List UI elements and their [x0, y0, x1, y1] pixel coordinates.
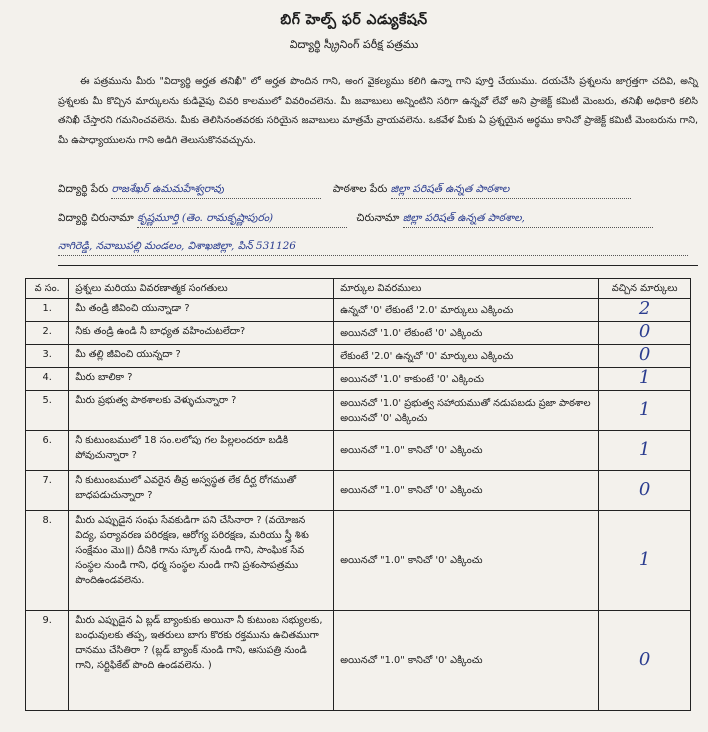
row-number: 8. — [26, 511, 69, 611]
row-number: 1. — [26, 299, 69, 322]
row-condition: అయినచో '1.0' కాకుంటే '0' ఎక్కించు — [334, 368, 599, 391]
divider-line — [58, 265, 698, 266]
row-number: 9. — [26, 611, 69, 711]
row-condition: లేకుంటే '2.0' ఉన్నచో '0' మార్కులు ఎక్కించు — [334, 345, 599, 368]
table-row — [26, 611, 691, 711]
header-marks-obtained: వచ్చిన మార్కులు — [599, 279, 691, 299]
row-condition: ఉన్నచో '0' లేకుంటే '2.0' మార్కులు ఎక్కించు — [334, 299, 599, 322]
row-number: 2. — [26, 322, 69, 345]
row-mark[interactable]: 1 — [638, 398, 651, 420]
row-mark[interactable]: 0 — [638, 321, 651, 342]
row-question: మీరు ఎప్పుడైన సంఘ సేవకుడిగా పని చేసినారా ? (వయోజన విద్య, పర్యావరణ పరిరక్షణ, ఆరోగ్య పరిరక్షణ, మరియు స్త్రీ శిశు సంక్షేమం మొ॥) దీనికి గాను స్కూల్ నుండి గాని, సాంఘిక సేవ సంస్థల నుండి గాని, ధర్మ సంస్థల నుండి గాని ప్రశంసాపత్రము పొందిఉండవలెను. — [69, 511, 334, 611]
table-row — [26, 368, 691, 391]
row-condition: అయినచో "1.0" కానిచో '0' ఎక్కించు — [334, 471, 599, 511]
student-name-value[interactable]: రాజశేఖర్ ఉమమహేశ్వరావు — [111, 183, 321, 199]
student-name-row — [58, 183, 631, 199]
row-question: మీ తల్లి జీవించి యున్నదా ? — [69, 345, 334, 368]
row-question: నీ కుటుంబములో 18 సం.లలోపు గల పిల్లలందరూ బడికి పోవుచున్నారా ? — [69, 431, 334, 471]
address-line2-value[interactable]: నాగిరెడ్డి, నవాబుపల్లి మండలం, విశాఖజిల్లా, పిన్ 531126 — [58, 240, 688, 256]
table-row — [26, 322, 691, 345]
row-question: నీ కుటుంబములో ఎవరైన తీవ్ర అస్వస్థత లేక దీర్ఘ రోగముతో బాధపడుచున్నారా ? — [69, 471, 334, 511]
header-marks-details: మార్కుల వివరములు — [334, 279, 599, 299]
table-row — [26, 511, 691, 611]
row-condition: అయినచో '1.0' ప్రభుత్వ సహాయముతో నడుపబడు ప్రజా పాఠశాల అయినచో '0' ఎక్కించు — [334, 391, 599, 431]
header-serial: వ సం. — [26, 279, 69, 299]
row-condition: అయినచో '1.0' లేకుంటే '0' ఎక్కించు — [334, 322, 599, 345]
table-row — [26, 391, 691, 431]
row-condition: అయినచో "1.0" కానిచో '0' ఎక్కించు — [334, 611, 599, 711]
student-address-value[interactable]: కృష్ణమూర్తి (తెం. రామకృష్ణాపురం) — [137, 212, 347, 228]
row-question: మీరు బాలికా ? — [69, 368, 334, 391]
row-question: మీరు ప్రభుత్వ పాఠశాలకు వెళ్ళుచున్నారా ? — [69, 391, 334, 431]
school-address-value[interactable]: జిల్లా పరిషత్ ఉన్నత పాఠశాల, — [403, 212, 653, 228]
row-mark[interactable]: 2 — [638, 298, 651, 319]
row-question: మీ తండ్రి జీవించి యున్నాడా ? — [69, 299, 334, 322]
row-condition: అయినచో "1.0" కానిచో '0' ఎక్కించు — [334, 431, 599, 471]
row-number: 7. — [26, 471, 69, 511]
school-name-label: పాఠశాల పేరు — [332, 183, 388, 195]
table-row — [26, 345, 691, 368]
row-number: 5. — [26, 391, 69, 431]
page-subtitle: విద్యార్థి స్క్రీనింగ్ పరీక్ష పత్రము — [289, 38, 419, 51]
row-mark[interactable]: 0 — [638, 478, 651, 500]
school-address-label: చిరునామా — [356, 212, 400, 224]
row-question: నీకు తండ్రి ఉండి నీ బాధ్యత వహించుటలేదా? — [69, 322, 334, 345]
student-address-label: విద్యార్థి చిరునామా — [58, 212, 134, 224]
page-title: బిగ్ హెల్ప్ ఫర్ ఎడ్యుకేషన్ — [280, 12, 428, 28]
instructions-paragraph: ఈ పత్రమును మీరు "విద్యార్థి అర్హత తనిఖీ" లో అర్హత పొందిన గాని, అంగ వైకల్యము కలిగి ఉన్నా గాని పూర్తి చేయుము. దయచేసి ప్రశ్నలను జాగ్రత్తగా చదివి, అన్ని ప్రశ్నలకు మీ కొచ్చిన మార్కులను కుడివైపు చివరి కాలములో వివరించలెను. మీ జవాబులు అన్నింటిని సరిగా ఉన్నవో లేవో అని ప్రాజెక్ట్ కమిటీ మెంబరు, తనిఖీ అధికారి కలిసి తనిఖీ చేస్తారని గమనించవలెను. మీకు తెలిసినంతవరకు సరియైన జవాబులు మాత్రమే వ్రాయవలెను. ఒకవేళ మీకు ఏ ప్రశ్నయైన అర్థము కానిచో ప్రాజెక్ట్ కమిటీ మెంబరును గాని, మీ ఉపాధ్యాయులను గాని అడిగి తెలుసుకొనవచ్చును. — [58, 76, 698, 146]
row-number: 4. — [26, 368, 69, 391]
row-mark[interactable]: 1 — [638, 548, 651, 570]
row-number: 6. — [26, 431, 69, 471]
table-row — [26, 431, 691, 471]
row-mark[interactable]: 0 — [638, 648, 651, 670]
row-number: 3. — [26, 345, 69, 368]
school-name-value[interactable]: జిల్లా పరిషత్ ఉన్నత పాఠశాల — [391, 183, 631, 199]
table-row — [26, 299, 691, 322]
address-line2-row — [58, 240, 688, 256]
row-mark[interactable]: 0 — [638, 344, 651, 365]
table-header-row — [26, 279, 691, 299]
row-condition: అయినచో "1.0" కానిచో '0' ఎక్కించు — [334, 511, 599, 611]
address-row — [58, 212, 653, 228]
table-row — [26, 471, 691, 511]
row-mark[interactable]: 1 — [638, 438, 651, 460]
row-question: మీరు ఎప్పుడైన ఏ బ్లడ్ బ్యాంకుకు అయినా నీ కుటుంబ సభ్యులకు, బంధువులకు తప్ప, ఇతరులు బాగు కొరకు రక్తమును ఉచితముగా దానము చేసితిరా ? (బ్లడ్ బ్యాంక్ నుండి గాని, ఆసుపత్రి నుండి గాని, సర్టిఫికేట్ పొంది ఉండవలెను. ) — [69, 611, 334, 711]
screening-table — [25, 278, 691, 711]
student-name-label: విద్యార్థి పేరు — [58, 183, 109, 195]
row-mark[interactable]: 1 — [638, 367, 651, 388]
header-question: ప్రశ్నలు మరియు వివరణాత్మక సంగతులు — [69, 279, 334, 299]
